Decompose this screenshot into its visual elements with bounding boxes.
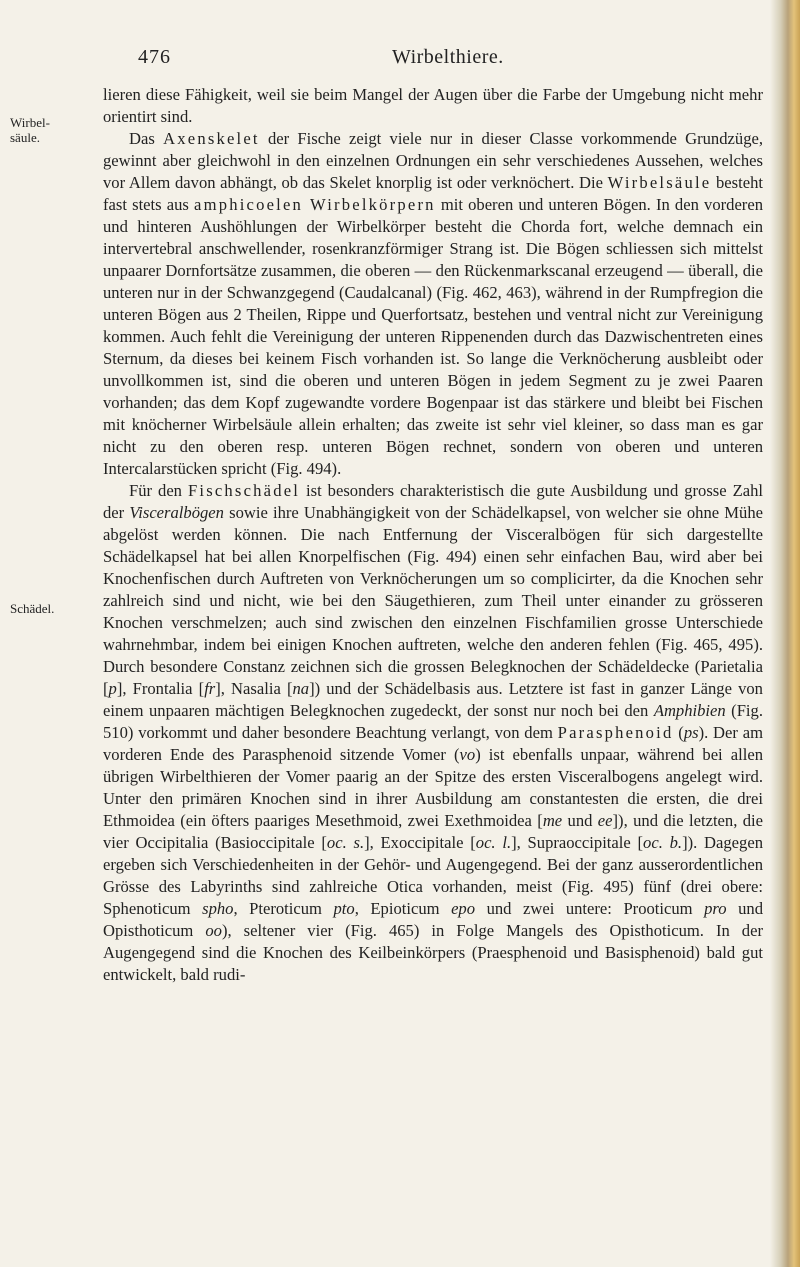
running-head: Wirbelthiere. <box>392 46 504 68</box>
text-run: Das <box>129 129 164 148</box>
text-run: ), seltener vier (Fig. 465) in Folge Mangels des Opisthoticum. In der Augengegend sind die Knochen des Keilbeinkörpers (Praesphenoid und Basisphenoid) bald gut entwickelt, bald rudi- <box>103 921 763 984</box>
italic-term: p <box>108 679 117 698</box>
italic-term: epo <box>451 899 476 918</box>
paragraph-axenskelet <box>103 128 763 480</box>
italic-term: ps <box>683 723 699 742</box>
text-run: , Pteroticum <box>233 899 334 918</box>
italic-term: oc. s. <box>326 833 365 852</box>
spaced-term: Axenskelet <box>163 129 260 148</box>
text-run: ]) und der Schädelbasis aus. Letztere ist fast in ganzer Länge von einem unpaaren mächtigen Belegknochen zugedeckt, der sonst nur noch bei den <box>103 679 763 720</box>
paragraph-continuation <box>103 84 763 128</box>
text-run: ( <box>673 723 684 742</box>
italic-term: me <box>542 811 563 830</box>
text-run: ], Supraoccipitale [ <box>511 833 644 852</box>
text-run: Für den <box>129 481 188 500</box>
spaced-term: Parasphenoid <box>557 723 674 742</box>
margin-note-schaedel: Schädel. <box>10 601 55 616</box>
book-spine-edge <box>770 0 800 1267</box>
text-run: und Opisthoticum <box>103 899 763 940</box>
italic-term: Visceralbögen <box>129 503 224 522</box>
text-run: ]), und die letzten, die vier Occipitalia (Basioccipitale [ <box>103 811 763 852</box>
text-run: der Fische zeigt viele nur in dieser Classe vorkommende Grundzüge, gewinnt aber gleichwohl in den einzelnen Ordnungen ein sehr verschiedenes Aussehen, welches vor Allem davon abhängt, ob das Skelet knorplig ist oder verknöchert. Die <box>103 129 764 192</box>
page-number: 476 <box>138 46 171 68</box>
italic-term: na <box>292 679 310 698</box>
text-run: mit oberen und unteren Bögen. In den vorderen und hinteren Aushöhlungen der Wirbelkörper besteht die Chorda fort, welche demnach ein intervertebral anschwellender, rosenkranzförmiger Strang ist. Die Bögen schliessen sich mittelst unpaarer Dornfortsätze zusammen, die oberen — den Rückenmarkscanal erzeugend — überall, die unteren nur in der Schwanzgegend (Caudalcanal) (Fig. 462, 463), während in der Rumpfregion die unteren Bögen aus 2 Theilen, Rippe und Querfortsatz, bestehen und ventral nicht zur Vereinigung kommen. Auch fehlt die Vereinigung der unteren Rippenenden durch das Dazwischentreten eines Sternum, da dieses bei keinem Fisch vorhanden ist. So lange die Verknöcherung ausbleibt oder unvollkommen ist, sind die oberen und unteren Bögen in jedem Segment zu je zwei Paaren vorhanden; das dem Kopf zugewandte vordere Bogenpaar ist das stärkere und bleibt bei Fischen mit knöcherner Wirbelsäule allein erhalten; das zweite ist sehr viel kleiner, so dass man es gar nicht zu den oberen resp. unteren Bögen rechnet, sondern von oberen und unteren Intercalarstücken spricht (Fig. 494). <box>103 195 763 478</box>
italic-term: oc. b. <box>643 833 683 852</box>
spaced-term: Fischschädel <box>187 481 301 500</box>
text-run: sowie ihre Unabhängigkeit von der Schädelkapsel, von welcher sie ohne Mühe abgelöst werden können. Die nach Entfernung der Visceralbögen für sich dargestellte Schädelkapsel hat bei allen Knorpelfischen (Fig. 494) einen sehr einfachen Bau, wird aber bei Knochenfischen durch Auftreten von Verknöcherungen um so complicirter, da die Knochen sehr zahlreich sind und nicht, wie bei den Säugethieren, zum Theil unter einander zu grösseren Knochen verschmelzen; auch sind zwischen den einzelnen Fischfamilien grosse Unterschiede wahrnehmbar, indem bei einigen Knochen auftreten, welche den anderen fehlen (Fig. 465, 495). Durch besondere Constanz zeichnen sich die grossen Belegknochen der Schädeldecke (Parietalia [ <box>103 503 763 698</box>
text-run: ). Der am vorderen Ende des Parasphenoid sitzende Vomer ( <box>103 723 763 764</box>
italic-term: oc. l. <box>475 833 512 852</box>
spaced-term: amphicoelen Wirbelkörpern <box>194 195 436 214</box>
italic-term: vo <box>459 745 476 764</box>
margin-note-wirbelsaeule: Wirbel- säule. <box>10 115 50 145</box>
text-run: ) ist ebenfalls unpaar, während bei allen übrigen Wirbelthieren der Vomer paarig an der Spitze des ersten Visceralbogens angelegt wird. Unter den primären Knochen sind in ihrer Ausbildung am constantesten die ersten, die drei Ethmoidea (ein öfters paariges Mesethmoid, zwei Exethmoidea [ <box>103 745 763 830</box>
text-run: (Fig. 510) vorkommt und daher besondere Beachtung verlangt, von dem <box>103 701 763 742</box>
italic-term: ee <box>597 811 613 830</box>
text-run: besteht fast stets aus <box>103 173 763 214</box>
spaced-term: Wirbelsäule <box>607 173 712 192</box>
text-run: ], Exoccipitale [ <box>364 833 476 852</box>
italic-term: spho <box>202 899 234 918</box>
text-run: lieren diese Fähigkeit, weil sie beim Mangel der Augen über die Farbe der Umgebung nicht mehr orientirt sind. <box>103 85 763 126</box>
text-run: ]). Dagegen ergeben sich Verschiedenheiten in der Gehör- und Augengegend. Bei der ganz ausserordentlichen Grösse des Labyrinths sind zahlreiche Otica vorhanden, meist (Fig. 495) fünf (drei obere: Sphenoticum <box>103 833 763 918</box>
italic-term: fr <box>204 679 216 698</box>
text-run: und <box>562 811 598 830</box>
italic-term: oo <box>205 921 222 940</box>
text-run: ist besonders charakteristisch die gute Ausbildung und grosse Zahl der <box>103 481 763 522</box>
text-run: ], Nasalia [ <box>215 679 293 698</box>
text-run: und zwei untere: Prooticum <box>475 899 705 918</box>
italic-term: pro <box>704 899 727 918</box>
body-text <box>103 84 763 986</box>
italic-term: pto <box>333 899 355 918</box>
text-run: ], Frontalia [ <box>116 679 205 698</box>
paragraph-fischschaedel <box>103 480 763 986</box>
italic-term: Amphibien <box>653 701 726 720</box>
text-run: , Epioticum <box>354 899 452 918</box>
